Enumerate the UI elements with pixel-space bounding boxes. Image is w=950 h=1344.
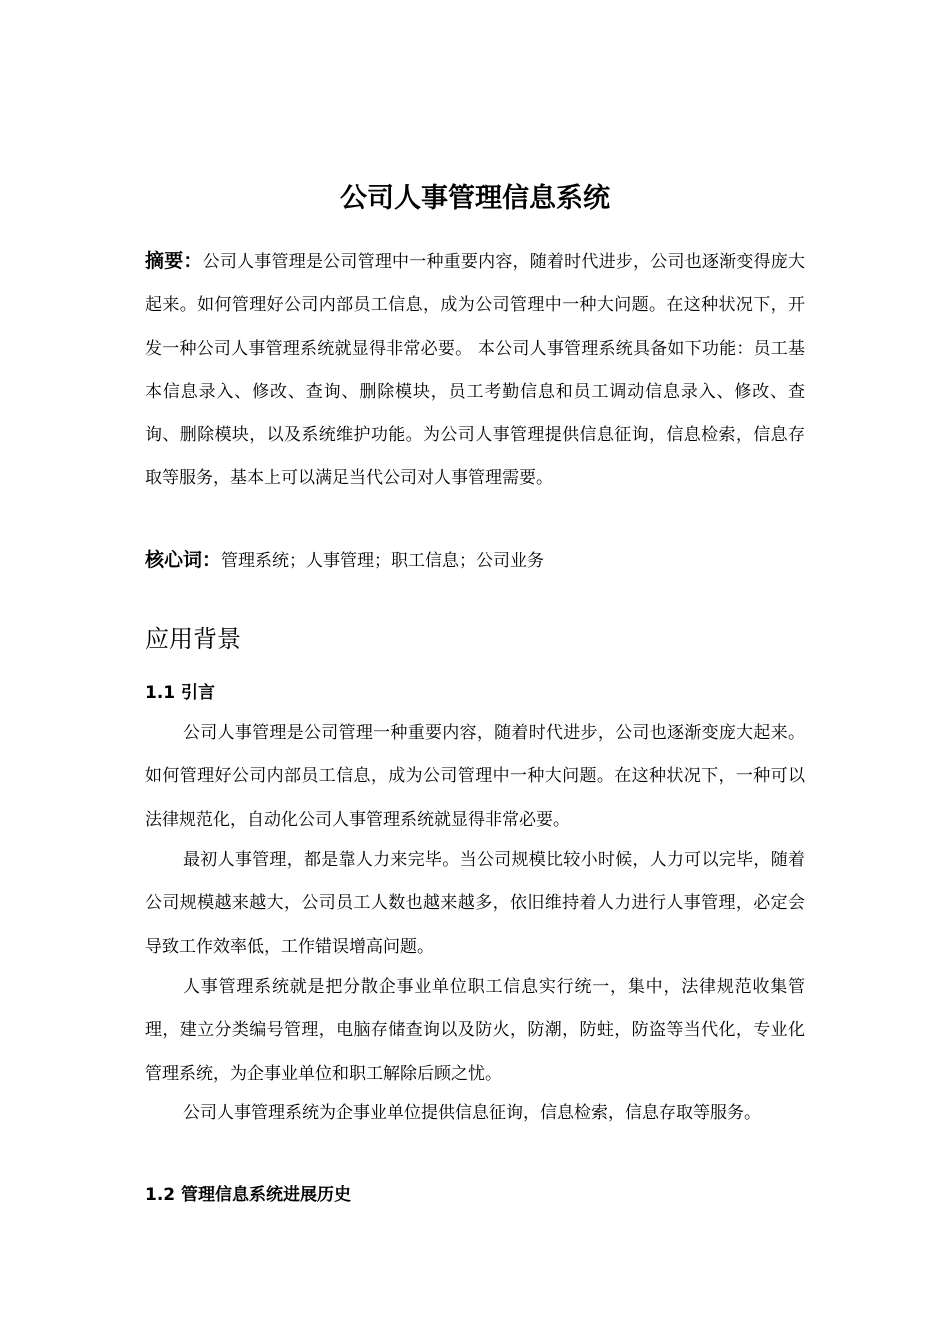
document-page [145, 0, 805, 1344]
abstract-label: 摘要： [145, 250, 203, 272]
paragraph-2: 最初人事管理，都是靠人力来完毕。当公司规模比较小时候，人力可以完毕，随着公司规模越来越大，公司员工人数也越来越多，依旧维持着人力进行人事管理，必定会导致工作效率低，工作错误增高问题。 [145, 850, 805, 957]
abstract-text: 公司人事管理是公司管理中一种重要内容，随着时代进步，公司也逐渐变得庞大起来。如何管理好公司内部员工信息，成为公司管理中一种大问题。在这种状况下，开发一种公司人事管理系统就显得非常必要。 本公司人事管理系统具备如下功能：员工基本信息录入、修改、查询、删除模块，员工考勤信息和员工调动信息录入、修改、查询、删除模块，以及系统维护功能。为公司人事管理提供信息征询，信息检索，信息存取等服务，基本上可以满足当代公司对人事管理需要。 [145, 252, 805, 489]
subsection-heading-1: 1.1 引言 [145, 683, 216, 703]
document-title: 公司人事管理信息系统 [340, 183, 610, 214]
keywords-text: 管理系统；人事管理；职工信息；公司业务 [221, 551, 545, 571]
keywords [145, 539, 805, 582]
paragraph-3: 人事管理系统就是把分散企事业单位职工信息实行统一，集中，法律规范收集管理，建立分类编号管理，电脑存储查询以及防火，防潮，防蛀，防盗等当代化，专业化管理系统，为企事业单位和职工解除后顾之忧。 [145, 977, 805, 1084]
keywords-label: 核心词： [145, 549, 222, 571]
paragraph-1: 公司人事管理是公司管理一种重要内容，随着时代进步，公司也逐渐变庞大起来。如何管理好公司内部员工信息，成为公司管理中一种大问题。在这种状况下，一种可以法律规范化，自动化公司人事管理系统就显得非常必要。 [145, 723, 805, 830]
subsection-heading-2: 1.2 管理信息系统进展历史 [145, 1185, 352, 1205]
paragraph-4: 公司人事管理系统为企事业单位提供信息征询，信息检索，信息存取等服务。 [183, 1103, 761, 1123]
section-heading: 应用背景 [145, 625, 241, 653]
abstract [145, 240, 805, 501]
